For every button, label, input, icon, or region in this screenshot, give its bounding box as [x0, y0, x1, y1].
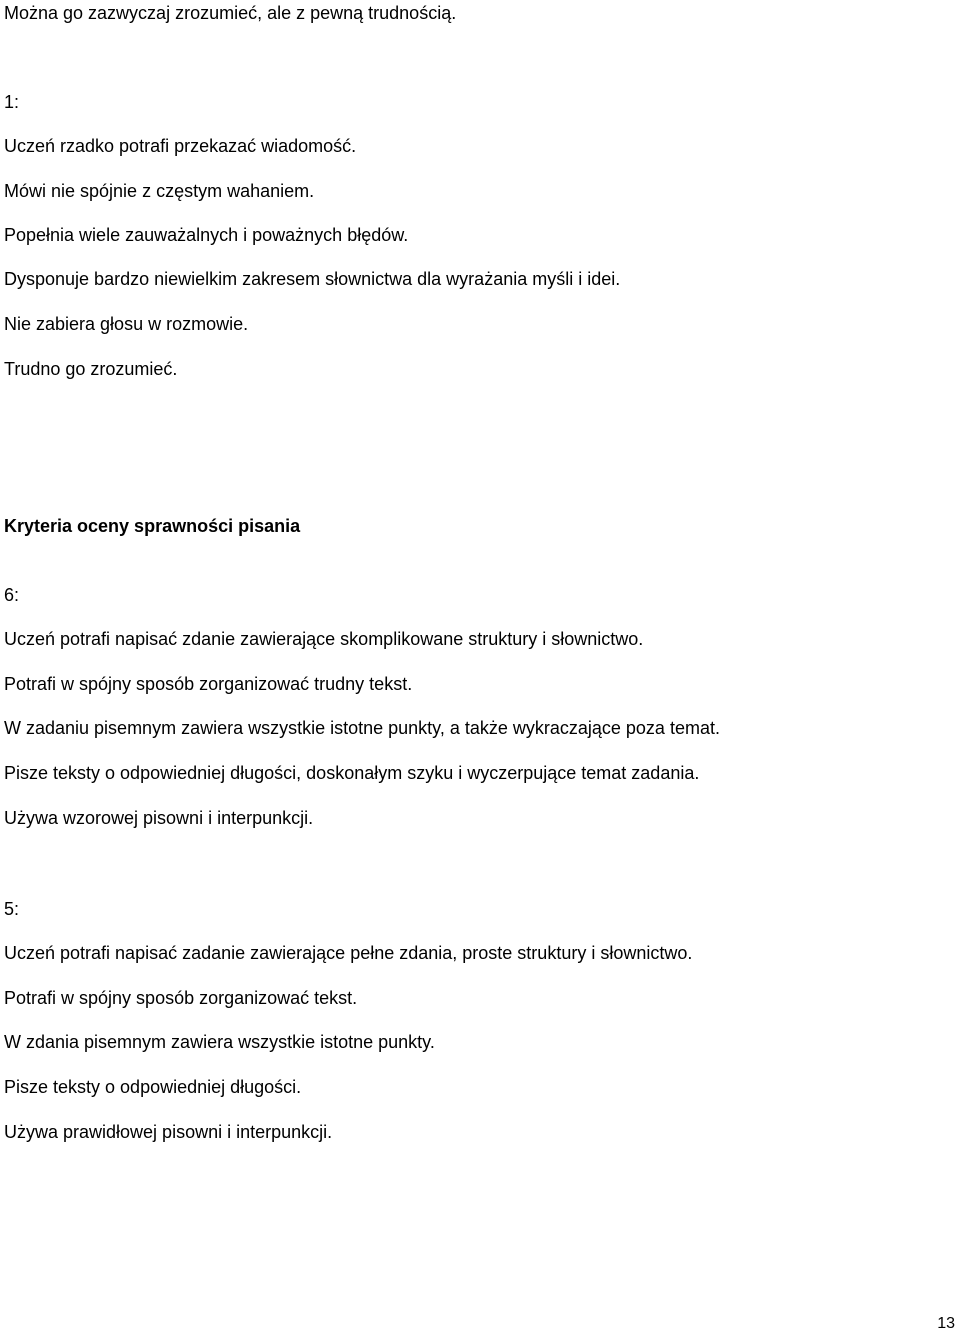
writing-criteria-heading: Kryteria oceny sprawności pisania — [4, 516, 301, 536]
grade-5-line: Używa prawidłowej pisowni i interpunkcji. — [4, 1122, 333, 1142]
grade-5-line: Pisze teksty o odpowiedniej długości. — [4, 1077, 302, 1097]
grade-5-line: Potrafi w spójny sposób zorganizować tekst. — [4, 988, 358, 1008]
grade-5-line: Uczeń potrafi napisać zadanie zawierające pełne zdania, proste struktury i słownictwo. — [4, 943, 693, 963]
grade-1-line: Mówi nie spójnie z częstym wahaniem. — [4, 181, 315, 201]
grade-6-line: Potrafi w spójny sposób zorganizować trudny tekst. — [4, 674, 413, 694]
grade-6-line: Uczeń potrafi napisać zdanie zawierające skomplikowane struktury i słownictwo. — [4, 629, 644, 649]
grade-6-line: Używa wzorowej pisowni i interpunkcji. — [4, 808, 314, 828]
page-number: 13 — [937, 1315, 955, 1332]
grade-1-line: Nie zabiera głosu w rozmowie. — [4, 314, 249, 334]
grade-6-line: Pisze teksty o odpowiedniej długości, doskonałym szyku i wyczerpujące temat zadania. — [4, 763, 700, 783]
grade-6-line: W zadaniu pisemnym zawiera wszystkie istotne punkty, a także wykraczające poza temat. — [4, 718, 720, 738]
intro-line: Można go zazwyczaj zrozumieć, ale z pewną trudnością. — [4, 3, 457, 23]
grade-1-line: Trudno go zrozumieć. — [4, 359, 178, 379]
grade-1-line: Dysponuje bardzo niewielkim zakresem słownictwa dla wyrażania myśli i idei. — [4, 269, 621, 289]
grade-6-label: 6: — [4, 585, 20, 605]
grade-1-label: 1: — [4, 92, 20, 112]
grade-5-label: 5: — [4, 899, 20, 919]
grade-1-line: Uczeń rzadko potrafi przekazać wiadomość. — [4, 136, 357, 156]
grade-1-line: Popełnia wiele zauważalnych i poważnych błędów. — [4, 225, 409, 245]
grade-5-line: W zdania pisemnym zawiera wszystkie istotne punkty. — [4, 1032, 435, 1052]
